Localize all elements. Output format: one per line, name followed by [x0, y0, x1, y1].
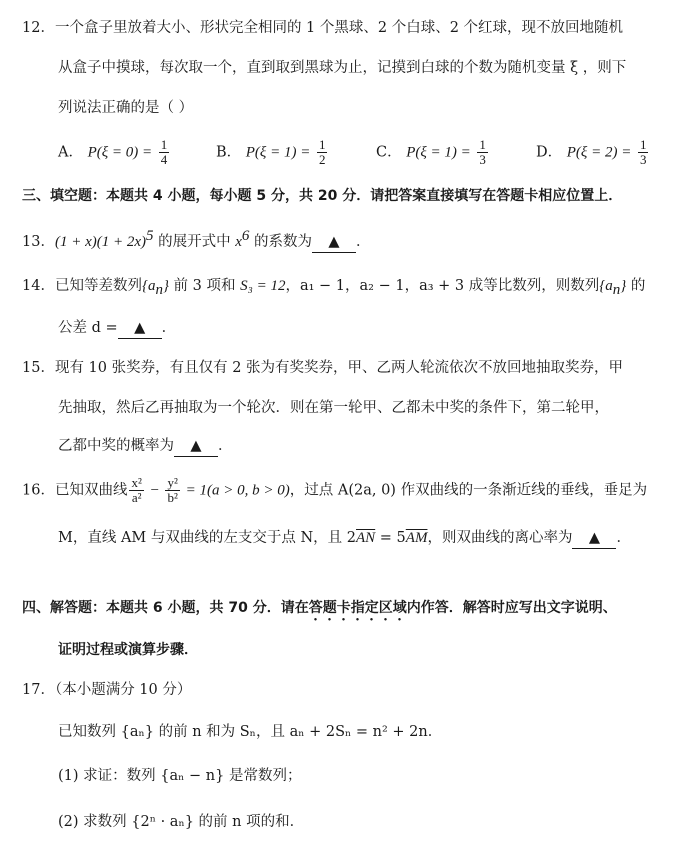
vector-am: $\overline{AM}$ [405, 530, 428, 546]
q17-title: 17．（本小题满分 10 分） [22, 682, 192, 698]
q12-line-3: 列说法正确的是（ ） [58, 100, 194, 116]
fraction: $\frac{1}{3}$ [639, 137, 647, 167]
q15-line-3: 乙都中奖的概率为 ▲ ． [58, 436, 233, 457]
answer-blank: ▲ [118, 318, 162, 339]
fraction: $\frac{\text{x²}}{\text{a²}}$ [131, 475, 142, 505]
section-3-heading: 三、填空题：本题共 4 小题，每小题 5 分，共 20 分．请把答案直接填写在答题卡相应位置上． [22, 188, 623, 204]
q12-line-1: 12．一个盒子里放着大小、形状完全相同的 1 个黑球、2 个白球、2 个红球，现不放回地随机 [22, 20, 624, 36]
q16-line-1: 16．已知双曲线 $\frac{\text{x²}}{\text{a²}}$ − $\frac{\text{y²}}{\text{b²}}$ = 1(a > 0, b > 0)，过点 A(2a, 0) 作双曲线的一条渐近线的垂线，垂足为 [22, 475, 648, 505]
vector-an: $\overline{AN}$ [356, 530, 376, 546]
answer-blank: ▲ [572, 528, 616, 549]
section-4-heading-line-2: 证明过程或演算步骤． [58, 642, 198, 658]
section-4-heading: 四、解答题：本题共 6 小题，共 70 分．请在答题卡指定区域内作答．解答时应写出文字说明、 [22, 600, 617, 616]
q15-line-2: 先抽取，然后乙再抽取为一个轮次．则在第一轮甲、乙都未中奖的条件下，第二轮甲， [58, 400, 609, 416]
fraction: $\frac{1}{4}$ [160, 137, 168, 167]
q13: 13．$(1 + x)(1 + 2x)^5$ 的展开式中 $x^6$ 的系数为 ▲ ． [22, 226, 371, 253]
fraction: $\frac{1}{3}$ [479, 137, 486, 167]
q16-line-2: M，直线 AM 与双曲线的左支交于点 N，且 $2\overline{AN} = 5\overline{AM}$，则双曲线的离心率为 ▲ ． [58, 528, 631, 549]
q14-line-2: 公差 d = ▲ ． [58, 318, 176, 339]
q15-line-1: 15．现有 10 张奖券，有且仅有 2 张为有奖奖券，甲、乙两人轮流依次不放回地抽取奖券，甲 [22, 360, 624, 376]
q14-line-1: 14．已知等差数列$\{a_n\}$ 前 3 项和 S₃ = 12，a₁ − 1，a₂ − 1，a₃ + 3 成等比数列，则数列$\{a_n\}$ 的 [22, 278, 646, 298]
emphasized-text: 答题卡指定区域 [308, 600, 407, 616]
q17-part-1: (1) 求证：数列 {aₙ − n} 是常数列； [58, 768, 302, 784]
answer-blank: ▲ [312, 232, 356, 253]
fraction: $\frac{1}{2}$ [318, 137, 326, 167]
answer-blank: ▲ [174, 436, 218, 457]
q12-option-b: B． P(ξ = 1) = $\frac{1}{2}$ [216, 137, 326, 167]
fraction: $\frac{\text{y²}}{\text{b²}}$ [167, 475, 178, 505]
q12-option-d: D． P(ξ = 2) = $\frac{1}{3}$ [536, 137, 647, 167]
q12-line-2: 从盒子中摸球，每次取一个，直到取到黑球为止，记摸到白球的个数为随机变量 ξ ，则下 [58, 60, 627, 76]
q12-option-a: A． P(ξ = 0) = $\frac{1}{4}$ [58, 137, 168, 167]
q17-part-2: (2) 求数列 {2ⁿ · aₙ} 的前 n 项的和． [58, 814, 305, 830]
q17-stem: 已知数列 {aₙ} 的前 n 和为 Sₙ，且 aₙ + 2Sₙ = n² + 2n． [58, 724, 443, 740]
q12-option-c: C． P(ξ = 1) = $\frac{1}{3}$ [376, 137, 486, 167]
